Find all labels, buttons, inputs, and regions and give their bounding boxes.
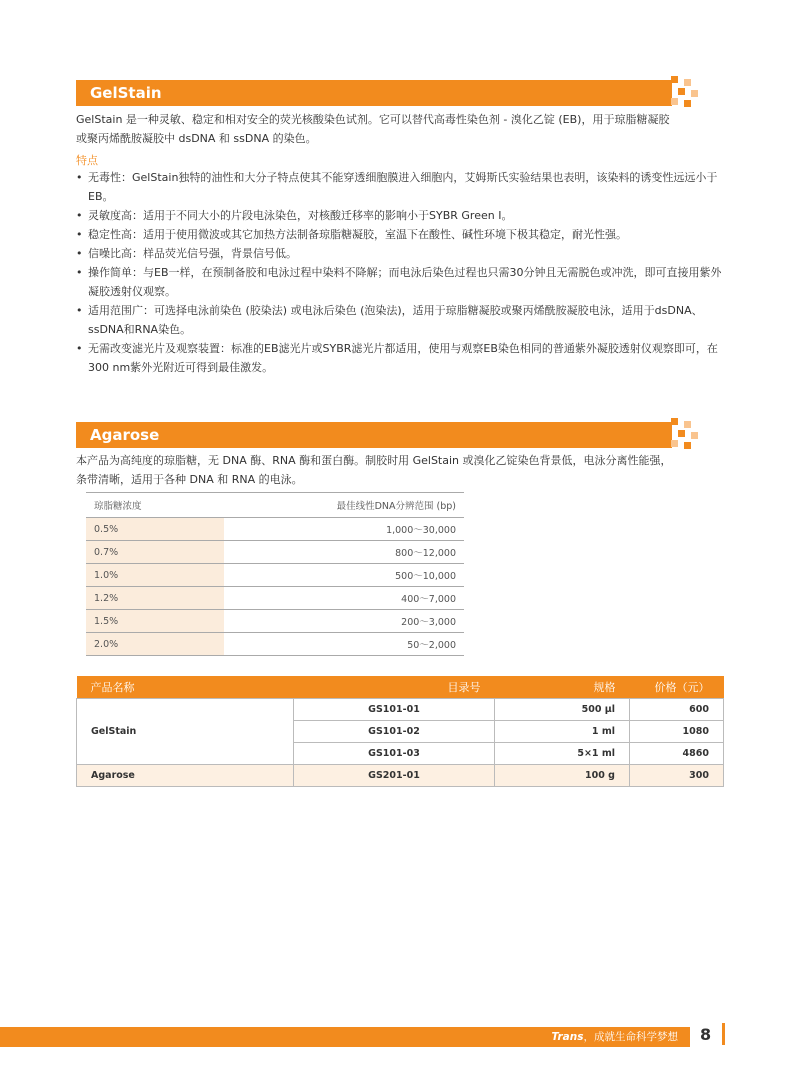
product-name-cell: GelStain (77, 699, 294, 765)
page-number: 8 (700, 1025, 712, 1044)
range-cell: 50～2,000 (224, 633, 464, 656)
agarose-title: Agarose (90, 426, 160, 444)
agarose-section-header (76, 422, 672, 448)
table-row (77, 765, 724, 787)
feature-item: • 稳定性高：适用于使用微波或其它加热方法制备琼脂糖凝胶，室温下在酸性、碱性环境下极其稳定，耐光性强。 (76, 225, 726, 244)
feature-item: • 灵敏度高：适用于不同大小的片段电泳染色，对核酸迁移率的影响小于SYBR Green I。 (76, 206, 726, 225)
column-header-spec: 规格 (495, 676, 630, 699)
column-header: 琼脂糖浓度 (86, 493, 224, 518)
feature-item: • 无毒性：GelStain独特的油性和大分子特点使其不能穿透细胞膜进入细胞内，艾姆斯氏实验结果也表明，该染料的诱变性远远小于EB。 (76, 168, 726, 206)
spec-cell: 100 g (495, 765, 630, 787)
range-cell: 200～3,000 (224, 610, 464, 633)
price-cell: 300 (630, 765, 724, 787)
footer-bar (0, 1027, 690, 1047)
column-header-catalog: 目录号 (294, 676, 495, 699)
gelstain-title: GelStain (90, 84, 162, 102)
catalog-cell: GS101-03 (294, 743, 495, 765)
column-header: 最佳线性DNA分辨范围 (bp) (224, 493, 464, 518)
concentration-cell: 0.7% (86, 541, 224, 564)
column-header-product-name: 产品名称 (77, 676, 294, 699)
feature-item: • 无需改变滤光片及观察装置：标准的EB滤光片或SYBR滤光片都适用，使用与观察EB染色相同的普通紫外凝胶透射仪观察即可，在 300 nm紫外光附近可得到最佳激发。 (76, 339, 726, 377)
catalog-cell: GS101-01 (294, 699, 495, 721)
spec-cell: 1 ml (495, 721, 630, 743)
agarose-intro-line-1: 本产品为高纯度的琼脂糖，无 DNA 酶、RNA 酶和蛋白酶。制胶时用 GelStain 或溴化乙锭染色背景低，电泳分离性能强， (76, 454, 672, 467)
range-cell: 400～7,000 (224, 587, 464, 610)
gelstain-intro-line-1: GelStain 是一种灵敏、稳定和相对安全的荧光核酸染色试剂。它可以替代高毒性染色剂 - 溴化乙锭 (EB)，用于琼脂糖凝胶 (76, 113, 670, 126)
table-header-row (77, 676, 724, 699)
table-row (77, 699, 724, 721)
spec-cell: 500 µl (495, 699, 630, 721)
decorative-squares-icon (664, 76, 700, 108)
gelstain-intro (76, 110, 726, 148)
table-row (86, 541, 464, 564)
footer-slogan: ，成就生命科学梦想 (583, 1031, 678, 1043)
price-cell: 4860 (630, 743, 724, 765)
table-row (86, 564, 464, 587)
range-cell: 1,000～30,000 (224, 518, 464, 541)
concentration-cell: 2.0% (86, 633, 224, 656)
spec-cell: 5×1 ml (495, 743, 630, 765)
product-name-cell: Agarose (77, 765, 294, 787)
column-header-price: 价格（元） (630, 676, 724, 699)
range-cell: 800～12,000 (224, 541, 464, 564)
feature-item: • 操作简单：与EB一样，在预制备胶和电泳过程中染料不降解；而电泳后染色过程也只需30分钟且无需脱色或冲洗，即可直接用紫外凝胶透射仪观察。 (76, 263, 726, 301)
concentration-cell: 1.0% (86, 564, 224, 587)
features-title: 特点 (76, 154, 98, 167)
catalog-cell: GS101-02 (294, 721, 495, 743)
agarose-intro (76, 451, 726, 489)
gelstain-section-header (76, 80, 672, 106)
table-header-row (86, 493, 464, 518)
gelstain-intro-line-2: 或聚丙烯酰胺凝胶中 dsDNA 和 ssDNA 的染色。 (76, 132, 317, 145)
range-cell: 500～10,000 (224, 564, 464, 587)
footer-brand: Trans (551, 1031, 584, 1043)
table-row (86, 610, 464, 633)
price-cell: 1080 (630, 721, 724, 743)
feature-item: • 信噪比高：样品荧光信号强，背景信号低。 (76, 244, 726, 263)
decorative-squares-icon (664, 418, 700, 450)
page-tick-divider (722, 1023, 725, 1045)
price-cell: 600 (630, 699, 724, 721)
table-row (86, 518, 464, 541)
agarose-intro-line-2: 条带清晰，适用于各种 DNA 和 RNA 的电泳。 (76, 473, 303, 486)
catalog-cell: GS201-01 (294, 765, 495, 787)
features-list (76, 168, 729, 377)
product-price-table (76, 676, 724, 787)
concentration-cell: 1.2% (86, 587, 224, 610)
concentration-cell: 0.5% (86, 518, 224, 541)
agarose-concentration-table (86, 492, 464, 656)
concentration-cell: 1.5% (86, 610, 224, 633)
table-row (86, 633, 464, 656)
table-row (86, 587, 464, 610)
feature-item: • 适用范围广：可选择电泳前染色 (胶染法) 或电泳后染色 (泡染法)，适用于琼脂糖凝胶或聚丙烯酰胺凝胶电泳，适用于dsDNA、ssDNA和RNA染色。 (76, 301, 726, 339)
